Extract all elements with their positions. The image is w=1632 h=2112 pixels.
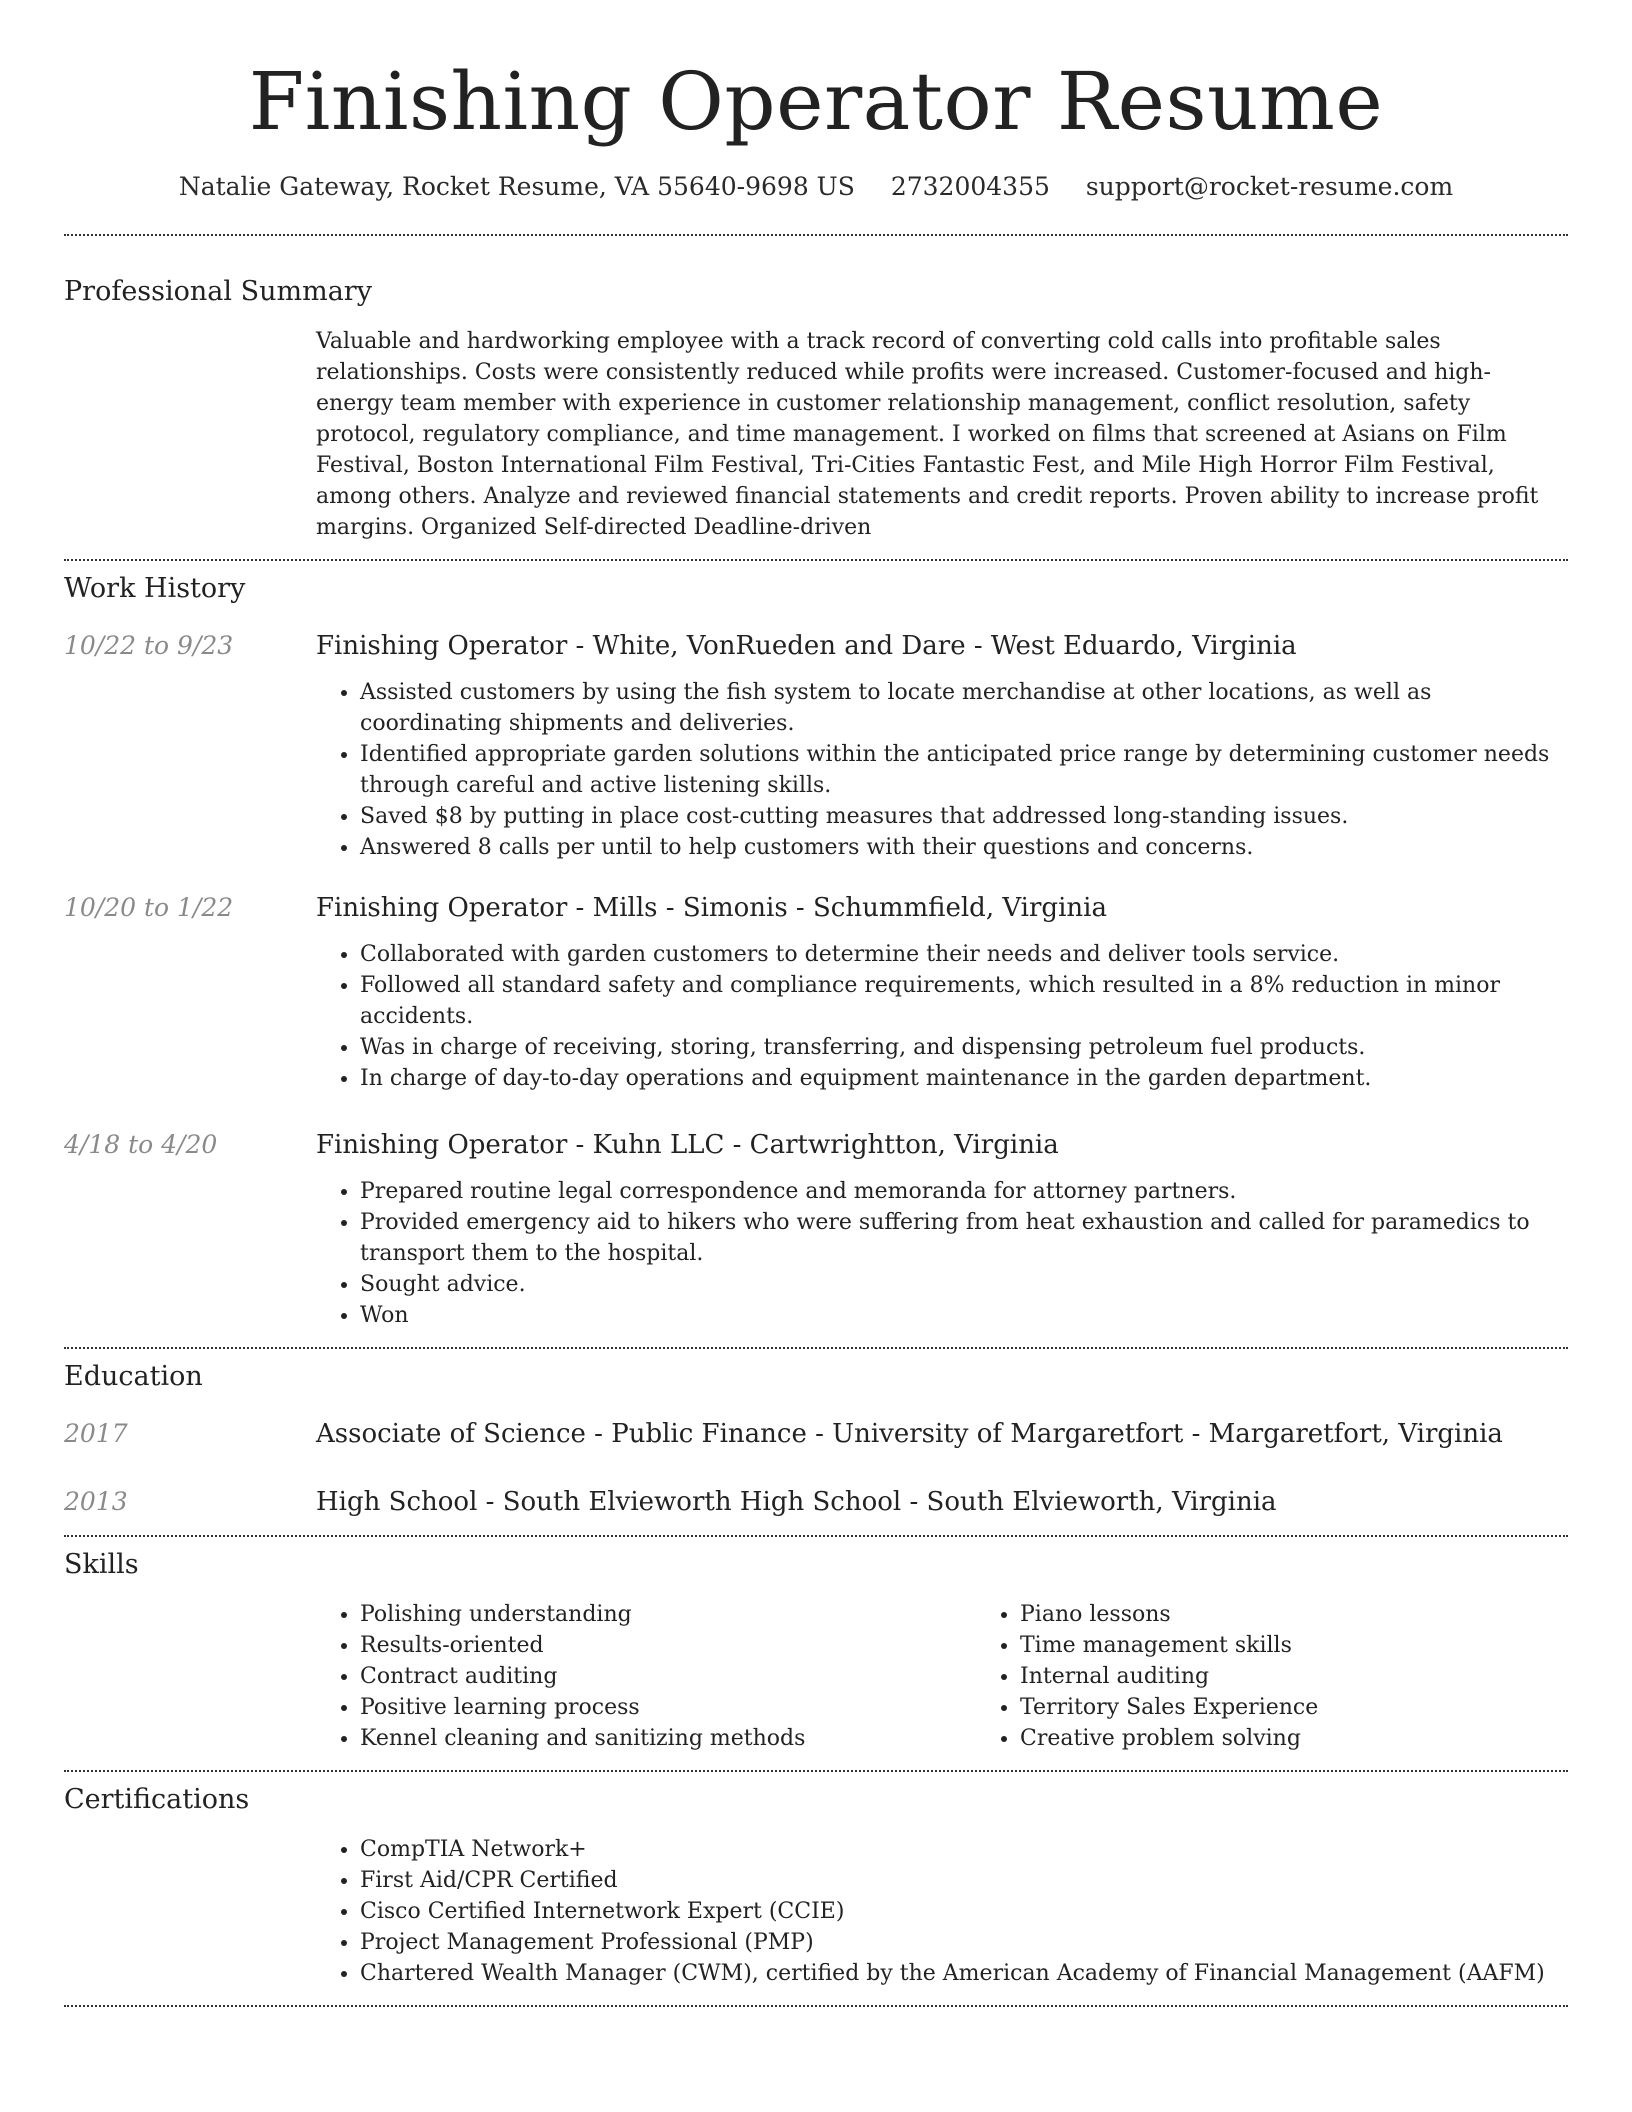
job-dates: 10/20 to 1/22 [64,893,234,922]
list-item: • CompTIA Network+ [360,1834,1568,1865]
list-item: • Time management skills [1020,1630,1632,1661]
list-item: • Territory Sales Experience [1020,1692,1632,1723]
list-item: • Cisco Certified Internetwork Expert (CCIE) [360,1896,1568,1927]
certifications-section [64,1782,1568,1989]
list-item: • Prepared routine legal correspondence and memoranda for attorney partners. [360,1176,1568,1207]
resume-title: Finishing Operator Resume [248,55,1384,148]
list-item: • Chartered Wealth Manager (CWM), certified by the American Academy of Financial Management (AAFM) [360,1958,1568,1989]
skills-grid [316,1599,1632,1754]
list-item: • Positive learning process [360,1692,976,1723]
section-heading-summary: Professional Summary [64,276,372,307]
list-item: • Followed all standard safety and compliance requirements, which resulted in a 8% reduction in minor accidents. [360,970,1568,1032]
education-entry [64,1485,1568,1519]
summary-section [64,274,1568,543]
education-detail: Associate of Science - Public Finance - University of Margaretfort - Margaretfort, Virginia [316,1419,1503,1449]
list-item: • Was in charge of receiving, storing, transferring, and dispensing petroleum fuel products. [360,1032,1568,1063]
work-history-section [64,571,1568,1331]
list-item: • Answered 8 calls per until to help customers with their questions and concerns. [360,832,1568,863]
list-item: • Creative problem solving [1020,1723,1632,1754]
list-item: • Polishing understanding [360,1599,976,1630]
list-item: • Results-oriented [360,1630,976,1661]
list-item: • Kennel cleaning and sanitizing methods [360,1723,976,1754]
section-heading-education: Education [64,1361,203,1392]
list-item: • Saved $8 by putting in place cost-cutting measures that addressed long-standing issues. [360,801,1568,832]
list-item: • First Aid/CPR Certified [360,1865,1568,1896]
contact-email: support@rocket-resume.com [1085,172,1454,201]
job-bullets [316,939,1568,1094]
skills-section [64,1547,1568,1754]
skills-list-left [316,1599,976,1754]
education-section [64,1359,1568,1519]
certifications-list [316,1834,1568,1989]
education-year: 2017 [64,1419,128,1448]
job-title: Finishing Operator - Kuhn LLC - Cartwrightton, Virginia [316,1130,1059,1160]
list-item: • Piano lessons [1020,1599,1632,1630]
education-year: 2013 [64,1487,128,1516]
list-item: • Project Management Professional (PMP) [360,1927,1568,1958]
list-item: • Provided emergency aid to hikers who were suffering from heat exhaustion and called for paramedics to transport them to the hospital. [360,1207,1568,1269]
job-entry [64,891,1568,1094]
job-title: Finishing Operator - White, VonRueden and Dare - West Eduardo, Virginia [316,631,1297,661]
education-entry [64,1417,1568,1451]
divider [64,1535,1568,1537]
divider [64,1347,1568,1349]
list-item: • Assisted customers by using the fish system to locate merchandise at other locations, as well as coordinating shipments and deliveries. [360,677,1568,739]
divider [64,234,1568,236]
list-item: • In charge of day-to-day operations and equipment maintenance in the garden department. [360,1063,1568,1094]
list-item: • Identified appropriate garden solutions within the anticipated price range by determining customer needs through careful and active listening skills. [360,739,1568,801]
list-item: • Collaborated with garden customers to determine their needs and deliver tools service. [360,939,1568,970]
job-dates: 10/22 to 9/23 [64,631,234,660]
skills-list-right [976,1599,1632,1754]
list-item: • Won [360,1300,1568,1331]
education-detail: High School - South Elvieworth High School - South Elvieworth, Virginia [316,1487,1277,1517]
job-entry [64,1128,1568,1331]
list-item: • Internal auditing [1020,1661,1632,1692]
contact-address: Natalie Gateway, Rocket Resume, VA 55640-9698 US [178,172,855,201]
contact-phone: 2732004355 [890,172,1050,201]
job-entry [64,629,1568,863]
job-bullets [316,677,1568,863]
section-heading-work: Work History [64,573,246,604]
divider [64,2005,1568,2007]
contact-line [64,170,1568,204]
summary-text: Valuable and hardworking employee with a track record of converting cold calls into profitable sales relationships. Costs were consistently reduced while profits were increased. Customer-focused and high-energy team member with experience in customer relationship management, conflict resolution, safety protocol, regulatory compliance, and time management. I worked on films that screened at Asians on Film Festival, Boston International Film Festival, Tri-Cities Fantastic Fest, and Mile High Horror Film Festival, among others. Analyze and reviewed financial statements and credit reports. Proven ability to increase profit margins. Organized Self-directed Deadline-driven [316,329,1539,540]
divider [64,1770,1568,1772]
job-title: Finishing Operator - Mills - Simonis - Schummfield, Virginia [316,893,1107,923]
divider [64,559,1568,561]
list-item: • Contract auditing [360,1661,976,1692]
section-heading-certifications: Certifications [64,1784,250,1815]
job-bullets [316,1176,1568,1331]
section-heading-skills: Skills [64,1549,139,1580]
job-dates: 4/18 to 4/20 [64,1130,218,1159]
list-item: • Sought advice. [360,1269,1568,1300]
